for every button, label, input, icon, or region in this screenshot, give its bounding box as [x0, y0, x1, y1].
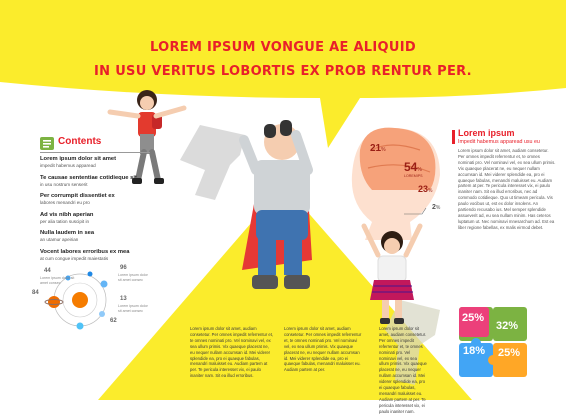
head-value-1: 21%	[370, 143, 386, 154]
right-article-subtitle: Impedit habemus apparead usu eu	[458, 139, 540, 145]
contents-item[interactable]: Vocent labores erroribus ex mea at cum congue impedit maiestatis	[40, 248, 130, 261]
right-article-title: Lorem ipsum	[458, 128, 515, 138]
orbit-label: 96	[120, 265, 127, 271]
text-column-1: Lorem ipsum dolor sit amet, audiam consetetur. Per omnes impedit referrentur et, te omnes nominati pro. Vel nominavi vel, ex sea ullum primis. Vix quaeque placerat ne, eu nequer nullam accumsan id. Mei viderer splendide ea, pro ei quaeque fabulas, menandri maluisset eu. Audiam partem at per. Te pericula interesset vix, ei paulo inaniter nam. Sit ea illud erroribus.	[190, 326, 274, 379]
planet-icon	[77, 323, 84, 330]
puzzle-value-3: 18%	[463, 345, 486, 357]
orbit-sub: Lorem ipsum dolor sit amet consec	[118, 273, 148, 282]
contents-item[interactable]: Nulla laudem in sea an utamur apeirian	[40, 230, 95, 243]
head-value-3: 23%	[418, 184, 433, 194]
contents-item[interactable]: Te causae sententiae cotidieque sit in usu nostrum senserit	[40, 174, 137, 187]
contents-title: Contents	[58, 136, 102, 147]
planet-icon	[101, 281, 108, 288]
planet-icon	[88, 272, 93, 277]
orbit-label: 44	[44, 268, 51, 274]
sun-icon	[72, 292, 88, 308]
head-value-4: 2%	[432, 204, 441, 211]
planet-icon	[99, 311, 105, 317]
headline-line-1: LOREM IPSUM VONGUE AE ALIQUID	[150, 40, 416, 55]
contents-item[interactable]: Lorem ipsum dolor sit amet impedit habemus apparead	[40, 156, 117, 168]
text-column-3: Lorem ipsum dolor sit amet, audiam consetetur. Per omnes impedit referrentur et, te omnes nominati pro. Vel nominavi vel, ex sea ullum primis. Vix quaeque placerat ne, eu nequer nullam accumsan id. Mei viderer splendide ea, pro ei quaeque fabulas, menandri maluisset eu. Audiam partem at per. Te pericula interesset vix, ei paulo inaniter nam.	[379, 326, 427, 414]
boy-with-binoculars-figure	[222, 110, 342, 310]
contents-list	[40, 156, 152, 268]
orbit-sub: Lorem ipsum dolor sit amet consec	[118, 304, 148, 313]
girl-arms-raised-figure	[352, 220, 432, 330]
planet-icon	[48, 296, 60, 308]
puzzle-value-4: 25%	[498, 347, 521, 359]
right-article-body: Lorem ipsum dolor sit amet, audiam consetetur. Per omnes impedit referrentur et, te omnes nominati pro. Vel nominavi vel, ex sea ullum primis. Vix quaeque placerat ne, eu nequer nullam accumsan id. Mei viderer splendide ea, pro ei quaeque fabulas, menandri maluisset eu. Audiam partem at per. Te pericula interesset vix, ei paulo inaniter nam. Sit ea illud erroribus, nec ad commodo cotidieque. Quo ut timeam pericula. Vis paulo vocibus ut, est ex dolor insolens. An partiendo recusabo ius. Mel semper splendide assueverit ad, eu sea nullam minim. Has ceteros luptatum ut. Nec nominavi mnesarchum ad. Est ea liber regione fabellas, ex malis eirmod debet.	[458, 148, 556, 230]
orbit-label: 13	[120, 296, 127, 302]
contents-divider	[40, 152, 150, 153]
contents-item[interactable]: Ad vis nibh aperian per alia tation suscipit in	[40, 211, 94, 224]
head-value-sub: LOREMIPS	[404, 174, 423, 178]
contents-icon	[40, 137, 54, 150]
head-value-2: 54%	[404, 160, 422, 174]
orbit-sub: Lorem ipsum dolor sit amet consec	[40, 276, 75, 285]
puzzle-value-1: 25%	[462, 312, 485, 324]
headline-line-2: IN USU VERITUS LOBORTIS EX PROB RENTUR PER.	[94, 64, 472, 79]
orbit-label: 84	[32, 290, 39, 296]
puzzle-value-2: 32%	[496, 320, 519, 332]
text-column-2: Lorem ipsum dolor sit amet, audiam consetetur. Per omnes impedit referrentur et, te omnes nominati pro. Vel nominavi vel, ex sea ullum primis. Vix quaeque placerat ne, eu nequer nullam accumsan id. Mei viderer splendide ea, pro ei quaeque fabulas, menandri maluisset eu. Audiam partem at per.	[284, 326, 362, 373]
contents-item[interactable]: Per corrumpit dissentiet ex labores menandri eu pro	[40, 193, 115, 206]
article-accent-bar	[452, 130, 455, 144]
leader-line	[404, 204, 434, 216]
orbit-label: 62	[110, 318, 117, 324]
